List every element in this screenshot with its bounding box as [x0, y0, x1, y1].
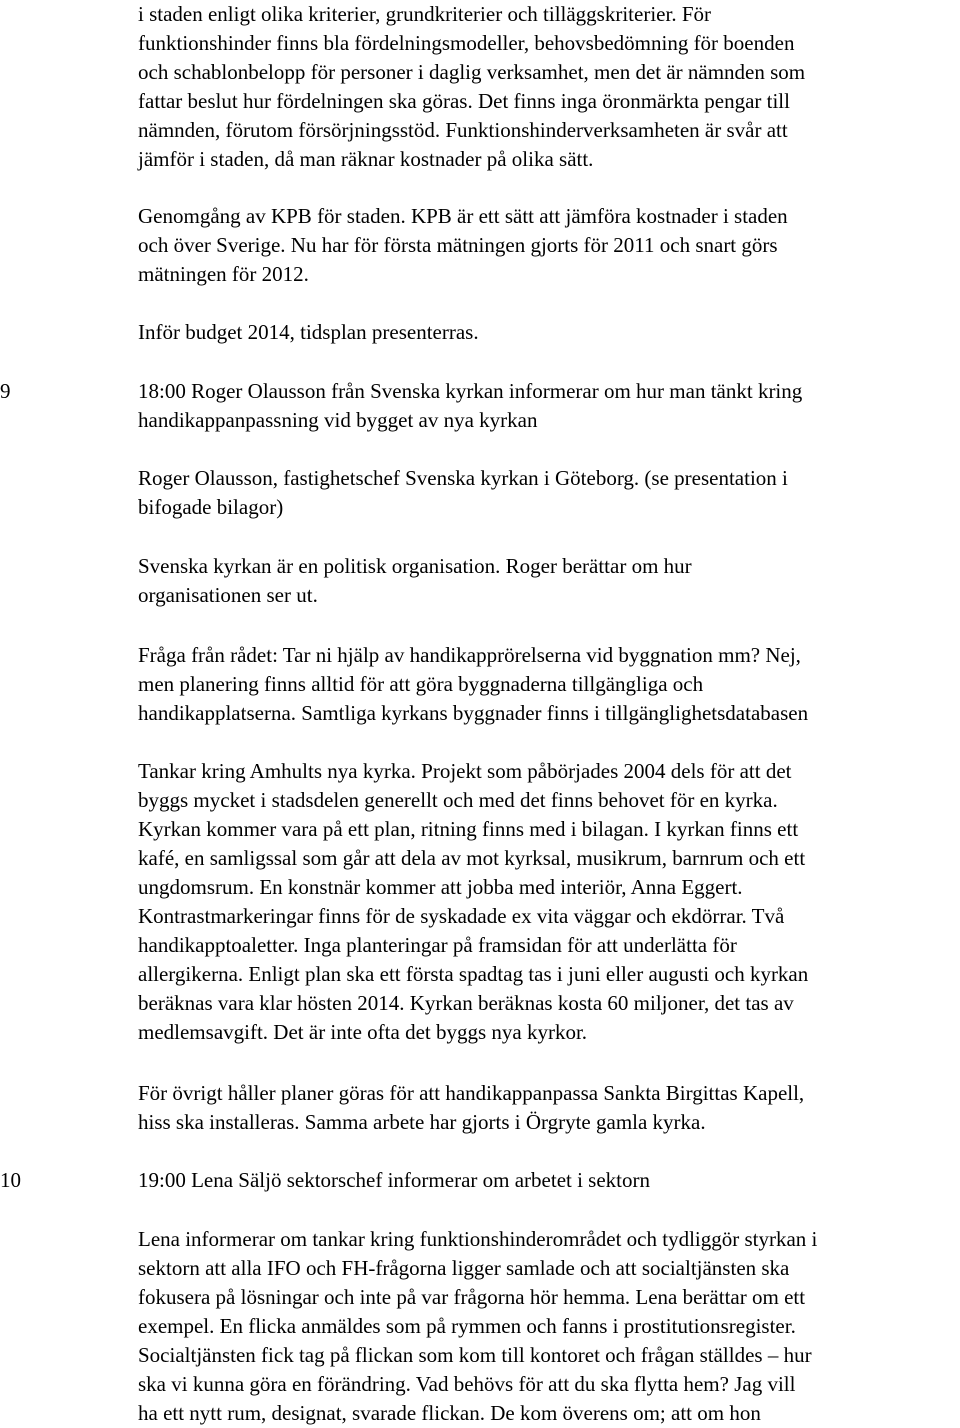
agenda-item-heading: [138, 1166, 950, 1195]
text-line: ha ett nytt rum, designat, svarade flickan. De kom överens om; att om hon: [138, 1401, 761, 1425]
text-line: handikappanpassning vid bygget av nya kyrkan: [138, 408, 538, 432]
text-line: funktionshinder finns bla fördelningsmodeller, behovsbedömning för boenden: [138, 31, 795, 55]
text-line: 18:00 Roger Olausson från Svenska kyrkan informerar om hur man tänkt kring: [138, 379, 803, 403]
text-line: jämför i staden, då man räknar kostnader på olika sätt.: [138, 147, 594, 171]
text-line: ungdomsrum. En konstnär kommer att jobba med interiör, Anna Eggert.: [138, 875, 743, 899]
text-line: handikapptoaletter. Inga planteringar på framsidan för att underlätta för: [138, 933, 737, 957]
text-line: hiss ska installeras. Samma arbete har gjorts i Örgryte gamla kyrka.: [138, 1110, 706, 1134]
text-line: och över Sverige. Nu har för första mätningen gjorts för 2011 och snart görs: [138, 233, 778, 257]
text-line: exempel. En flicka anmäldes som på rymmen och fanns i prostitutionsregister.: [138, 1314, 796, 1338]
text-line: fokusera på lösningar och inte på var frågorna hör hemma. Lena berättar om ett: [138, 1285, 806, 1309]
text-line: beräknas vara klar hösten 2014. Kyrkan beräknas kosta 60 miljoner, det tas av: [138, 991, 794, 1015]
text-line: handikapplatserna. Samtliga kyrkans byggnader finns i tillgänglighetsdatabasen: [138, 701, 809, 725]
paragraph-fordelning: [138, 0, 950, 174]
text-line: fattar beslut hur fördelningen ska göras. Det finns inga öronmärkta pengar till: [138, 89, 790, 113]
text-line: Fråga från rådet: Tar ni hjälp av handikapprörelserna vid byggnation mm? Nej,: [138, 643, 801, 667]
paragraph-fraga: [138, 641, 950, 728]
agenda-item-heading: [138, 377, 950, 435]
paragraph-roger-intro: [138, 464, 950, 522]
paragraph-amhult: [138, 757, 950, 1047]
text-line: organisationen ser ut.: [138, 583, 318, 607]
text-line: byggs mycket i stadsdelen generellt och med det finns behovet för en kyrka.: [138, 788, 778, 812]
text-line: 19:00 Lena Säljö sektorschef informerar om arbetet i sektorn: [138, 1168, 650, 1192]
text-line: Socialtjänsten fick tag på flickan som kom till kontoret och frågan ställdes – hur: [138, 1343, 812, 1367]
text-line: Inför budget 2014, tidsplan presenterras.: [138, 320, 479, 344]
text-line: Kyrkan kommer vara på ett plan, ritning finns med i bilagan. I kyrkan finns ett: [138, 817, 799, 841]
text-line: kafé, en samligssal som går att dela av mot kyrksal, musikrum, barnrum och ett: [138, 846, 806, 870]
agenda-item-number: 10: [0, 1168, 21, 1192]
text-line: medlemsavgift. Det är inte ofta det byggs nya kyrkor.: [138, 1020, 588, 1044]
text-line: För övrigt håller planer göras för att handikappanpassa Sankta Birgittas Kapell,: [138, 1081, 805, 1105]
text-line: ska vi kunna göra en förändring. Vad behövs för att du ska flytta hem? Jag vill: [138, 1372, 796, 1396]
text-line: Svenska kyrkan är en politisk organisation. Roger berättar om hur: [138, 554, 692, 578]
agenda-item-number: 9: [0, 379, 11, 403]
text-line: Tankar kring Amhults nya kyrka. Projekt som påbörjades 2004 dels för att det: [138, 759, 792, 783]
text-line: allergikerna. Enligt plan ska ett första spadtag tas i juni eller augusti och kyrkan: [138, 962, 809, 986]
text-line: Kontrastmarkeringar finns för de syskadade ex vita väggar och ekdörrar. Två: [138, 904, 785, 928]
text-line: bifogade bilagor): [138, 495, 284, 519]
text-line: Lena informerar om tankar kring funktionshinderområdet och tydliggör styrkan i: [138, 1227, 818, 1251]
paragraph-ovrigt: [138, 1079, 950, 1137]
paragraph-kpb: [138, 202, 950, 289]
paragraph-lena: [138, 1225, 950, 1428]
paragraph-organisation: [138, 552, 950, 610]
text-line: mätningen för 2012.: [138, 262, 309, 286]
text-line: sektorn att alla IFO och FH-frågorna ligger samlade och att socialtjänsten ska: [138, 1256, 790, 1280]
text-line: men planering finns alltid för att göra byggnaderna tillgängliga och: [138, 672, 704, 696]
text-line: Roger Olausson, fastighetschef Svenska kyrkan i Göteborg. (se presentation i: [138, 466, 788, 490]
text-line: och schablonbelopp för personer i daglig verksamhet, men det är nämnden som: [138, 60, 806, 84]
paragraph-budget: [138, 318, 950, 347]
text-line: nämnden, förutom försörjningsstöd. Funktionshinderverksamheten är svår att: [138, 118, 788, 142]
text-line: i staden enligt olika kriterier, grundkriterier och tilläggskriterier. För: [138, 2, 711, 26]
text-line: Genomgång av KPB för staden. KPB är ett sätt att jämföra kostnader i staden: [138, 204, 788, 228]
